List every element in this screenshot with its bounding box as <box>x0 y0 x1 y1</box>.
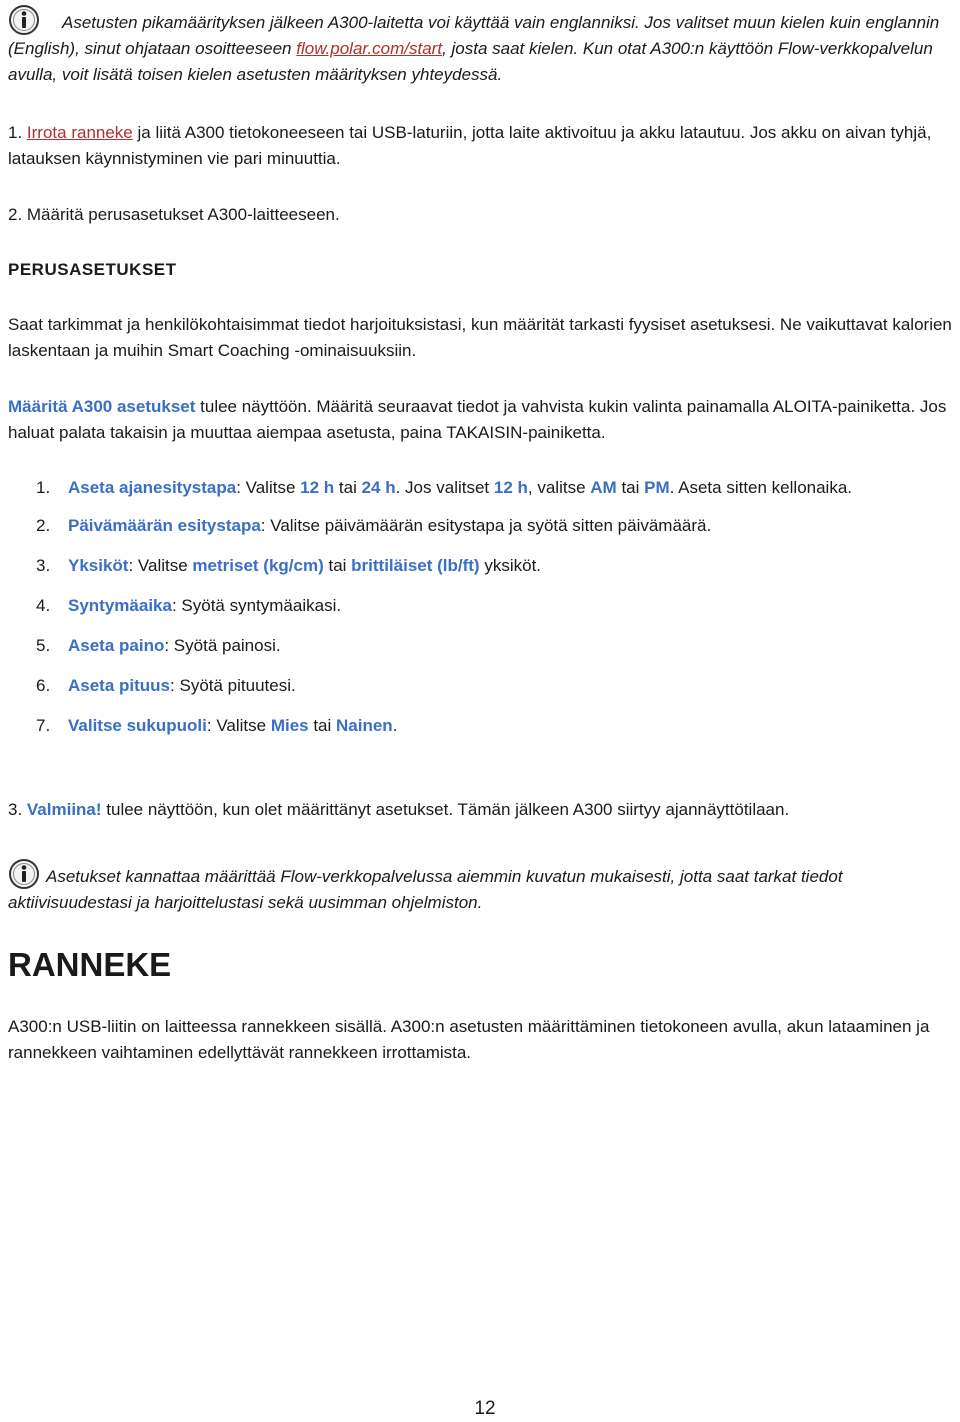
basic-settings-intro: Saat tarkimmat ja henkilökohtaisimmat tiedot harjoituksistasi, kun määrität tarkasti fyysiset asetuksesi. Ne vaikuttavat kalorien laskentaan ja muihin Smart Coaching -ominaisuuksiin. <box>8 315 952 360</box>
list-item: 6. Aseta pituus: Syötä pituutesi. <box>0 673 920 699</box>
settings-list <box>0 475 920 739</box>
option: metriset (kg/cm) <box>192 556 324 575</box>
setting-name: Aseta paino <box>68 636 165 655</box>
setting-name: Valitse sukupuoli <box>68 716 207 735</box>
list-number: 5. <box>36 636 51 655</box>
step-3-text: tulee näyttöön, kun olet määrittänyt asetukset. Tämän jälkeen A300 siirtyy ajannäyttötilaan. <box>101 800 790 819</box>
remove-wristband-link[interactable]: Irrota ranneke <box>26 123 133 142</box>
step-3 <box>8 797 960 823</box>
list-item: 7. Valitse sukupuoli: Valitse Mies tai Nainen. <box>0 713 920 739</box>
setting-name: Aseta ajanesitystapa <box>68 478 237 497</box>
info-icon <box>8 4 40 36</box>
list-item: 4. Syntymäaika: Syötä syntymäaikasi. <box>0 593 920 619</box>
step-1-text: ja liitä A300 tietokoneeseen tai USB-laturiin, jotta laite aktivoituu ja akku latautuu. Jos akku on aivan tyhjä, latauksen käynnistyminen vie pari minuuttia. <box>8 123 932 168</box>
list-number: 4. <box>36 596 51 615</box>
list-number: 7. <box>36 716 51 735</box>
basic-settings-heading-wrap <box>8 257 960 283</box>
list-number: 3. <box>36 556 51 575</box>
list-item: 3. Yksiköt: Valitse metriset (kg/cm) tai brittiläiset (lb/ft) yksiköt. <box>0 553 920 579</box>
info-icon <box>8 858 40 890</box>
section-text: A300:n USB-liitin on laitteessa rannekkeen sisällä. A300:n asetusten määrittäminen tietokoneen avulla, akun lataaminen ja rannekkeen vaihtaminen edellyttävät rannekkeen irrottamista. <box>8 1017 930 1062</box>
setting-name: Yksiköt <box>68 556 129 575</box>
basic-settings-heading: PERUSASETUKSET <box>8 260 177 279</box>
list-number: 6. <box>36 676 51 695</box>
setup-paragraph <box>8 394 960 446</box>
list-item: 1. Aseta ajanesitystapa: Valitse 12 h tai 24 h. Jos valitset 12 h, valitse AM tai PM. Aseta sitten kellonaika. <box>0 475 920 501</box>
page-number: 12 <box>474 1398 496 1419</box>
step-1 <box>8 120 960 172</box>
option: brittiläiset (lb/ft) <box>351 556 480 575</box>
ready-screen-name: Valmiina! <box>26 800 102 819</box>
section-heading: RANNEKE <box>8 946 172 983</box>
setting-name: Syntymäaika <box>68 596 172 615</box>
option: 12 h <box>300 478 335 497</box>
option: Nainen <box>336 716 393 735</box>
list-item: 2. Päivämäärän esitystapa: Valitse päivämäärän esitystapa ja syötä sitten päivämäärä. <box>0 513 920 539</box>
polar-start-link[interactable]: flow.polar.com/start <box>296 39 443 58</box>
step-2: 2. Määritä perusasetukset A300-laitteeseen. <box>8 205 340 224</box>
step-number: 3. <box>8 800 27 819</box>
note-text: Asetukset kannattaa määrittää Flow-verkkopalvelussa aiemmin kuvatun mukaisesti, jotta saat tarkat tiedot aktiivisuudestasi ja harjoittelustasi sekä uusimman ohjelmiston. <box>8 867 843 912</box>
setup-paragraph-text: tulee näyttöön. Määritä seuraavat tiedot ja vahvista kukin valinta painamalla ALOITA-painiketta. Jos haluat palata takaisin ja muuttaa aiempaa asetusta, paina TAKAISIN-painiketta. <box>8 397 947 442</box>
section-heading-wrap <box>8 945 960 985</box>
option: 12 h <box>493 478 528 497</box>
note-text-end: , josta saat kielen. Kun otat A300:n käyttöön Flow-verkkopalvelun avulla, voit lisätä toisen kielen asetusten määrityksen yhteydessä. <box>8 39 933 84</box>
note-text: Asetusten pikamäärityksen jälkeen A300-laitetta voi käyttää vain englanniksi. Jos valitset muun kielen kuin englannin (English), sinut ohjataan osoitteeseen <box>8 13 940 58</box>
step-number: 1. <box>8 123 23 142</box>
list-item: 5. Aseta paino: Syötä painosi. <box>0 633 920 659</box>
option: 24 h <box>361 478 396 497</box>
setup-screen-name: Määritä A300 asetukset <box>8 397 196 416</box>
option: Mies <box>270 716 309 735</box>
setting-name: Päivämäärän esitystapa <box>68 516 261 535</box>
setting-name: Aseta pituus <box>68 676 171 695</box>
option: PM <box>644 478 670 497</box>
list-number: 2. <box>36 516 51 535</box>
flow-note <box>8 864 960 916</box>
list-number: 1. <box>36 478 51 497</box>
option: AM <box>590 478 617 497</box>
language-note <box>8 10 960 88</box>
